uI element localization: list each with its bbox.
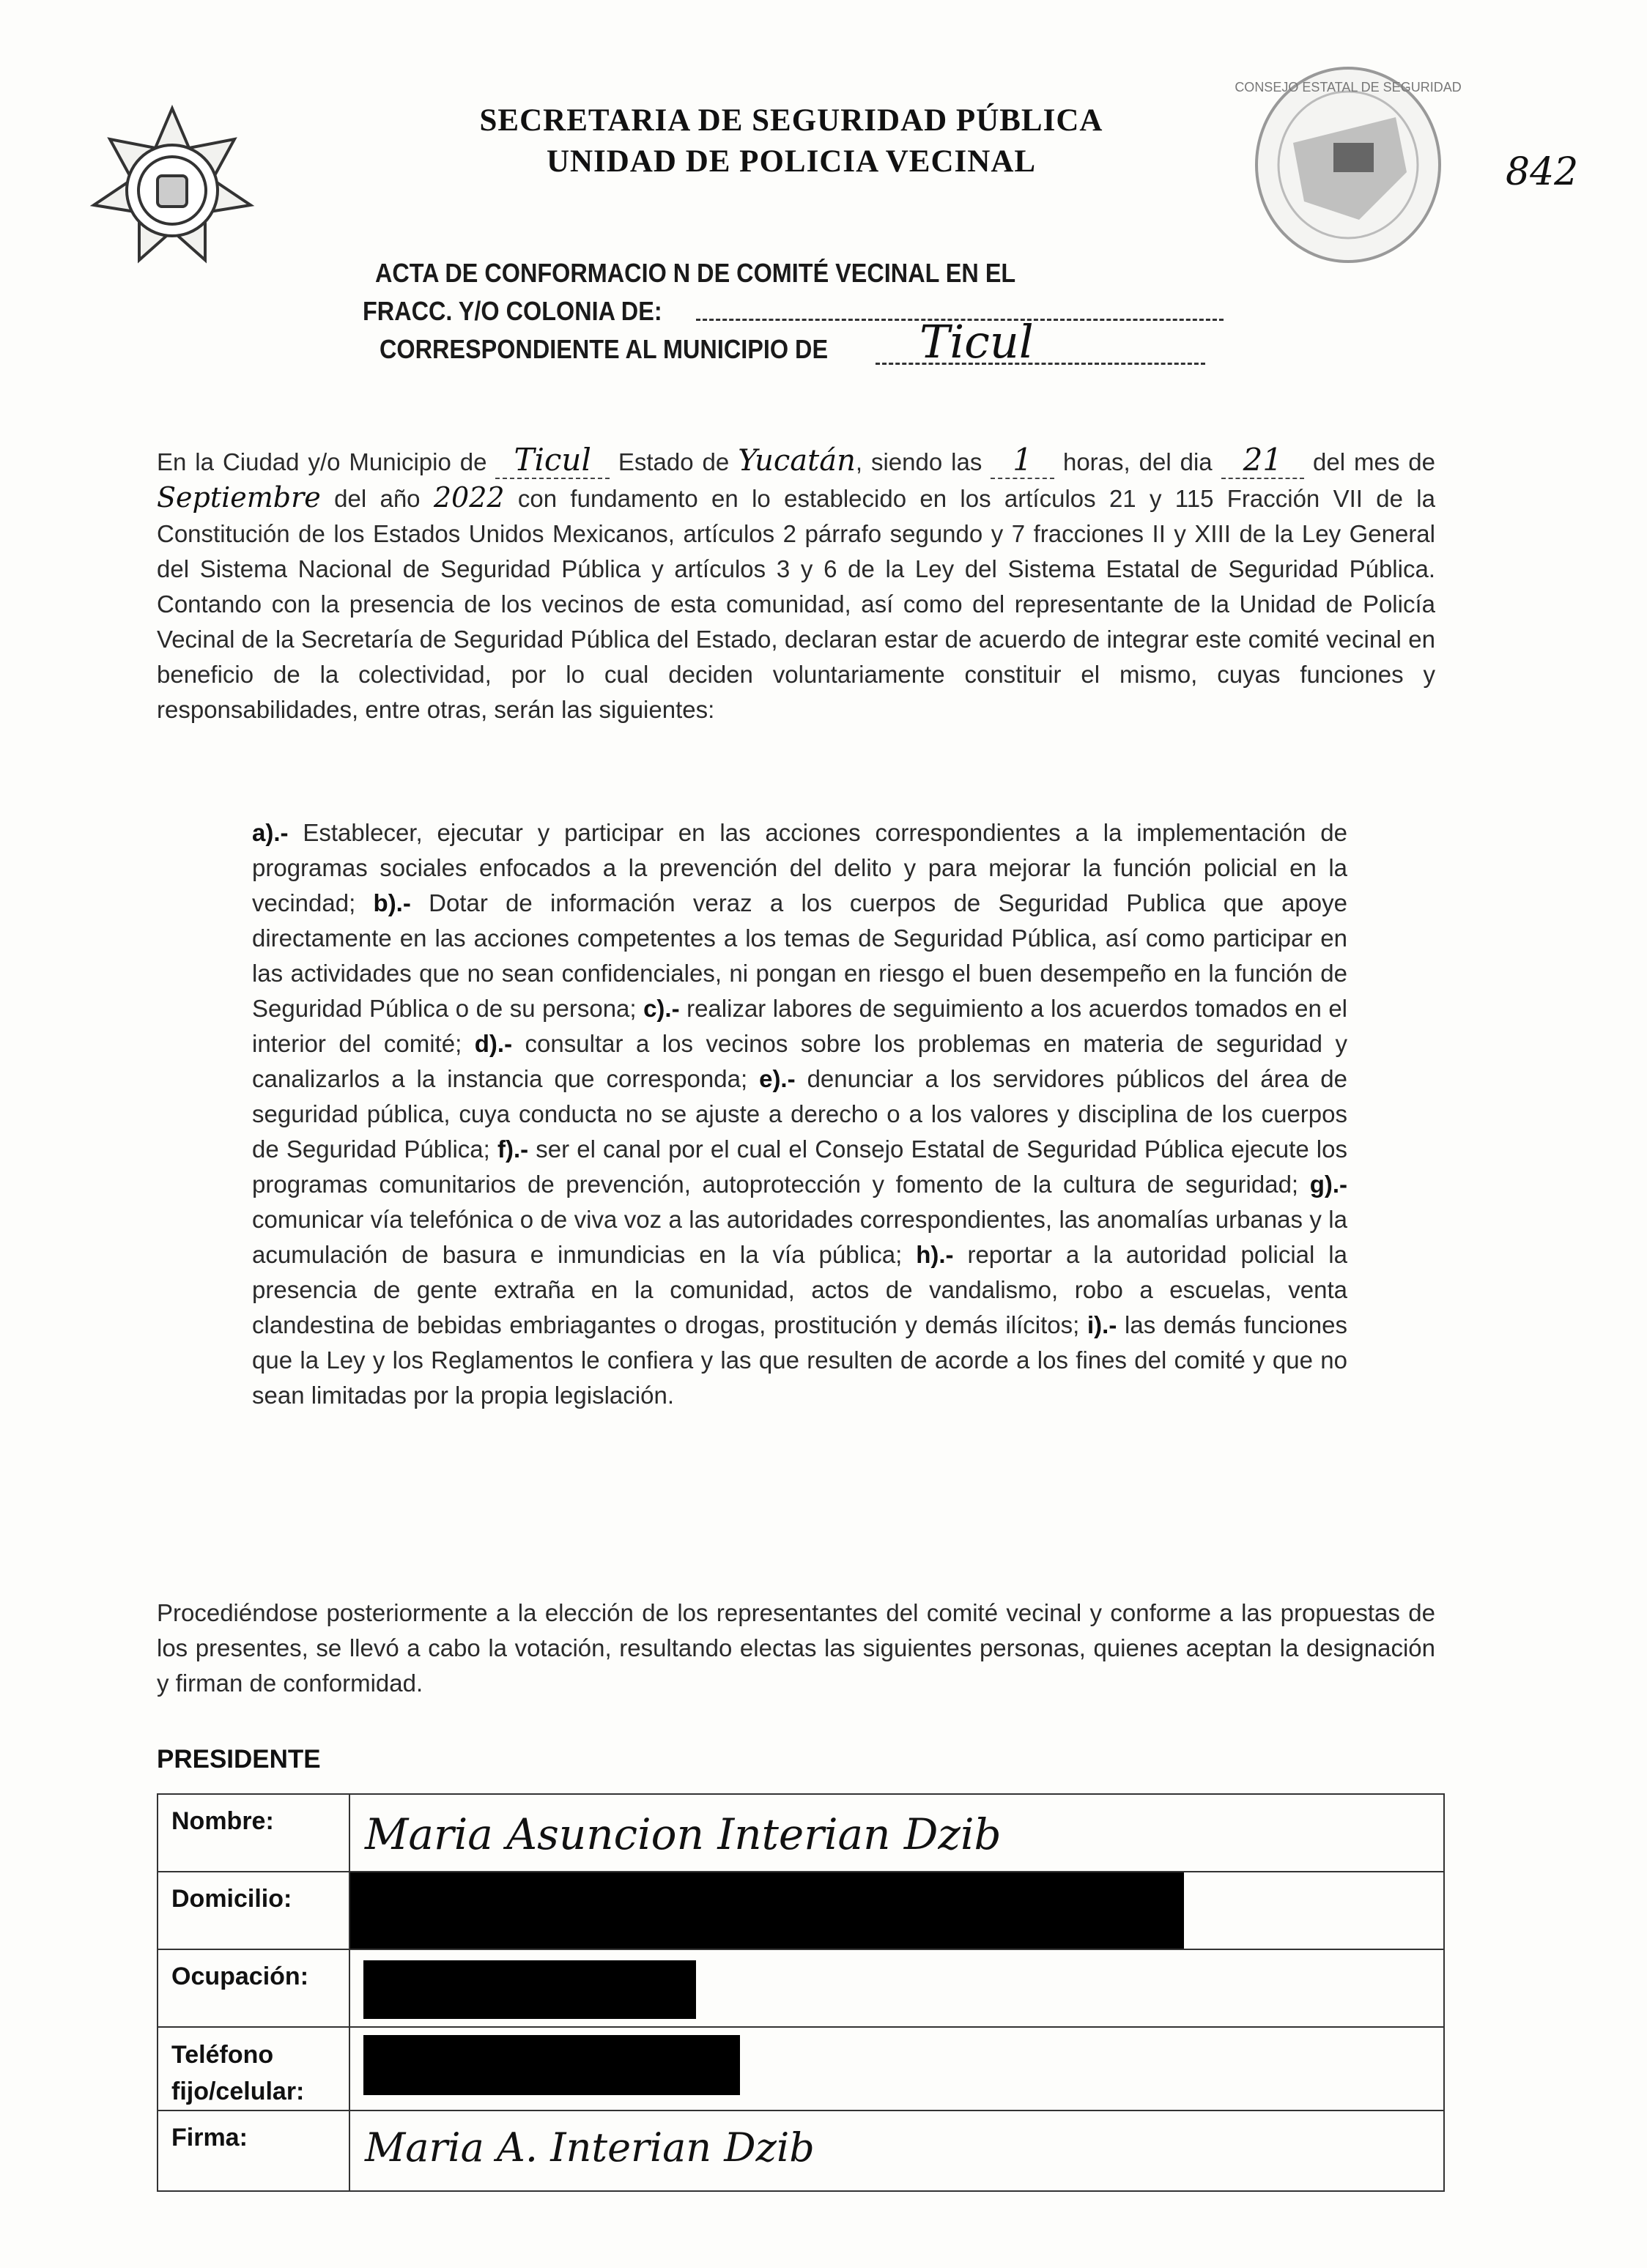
functions-list — [252, 815, 1347, 1413]
domicilio-label: Domicilio: — [158, 1872, 349, 1949]
item-f-text: ser el canal por el cual el Consejo Estatal de Seguridad Pública ejecute los programas comunitarios de prevención, autoprotección y fomento de la cultura de seguridad; — [252, 1135, 1347, 1198]
intro-hora-handwritten: 1 — [991, 442, 1054, 479]
intro-paragraph — [157, 442, 1435, 727]
ocupacion-cell — [349, 1949, 1444, 2027]
item-e-label: e).- — [759, 1065, 796, 1092]
intro-text-1: En la Ciudad y/o Municipio de — [157, 448, 487, 475]
row-firma — [158, 2110, 1444, 2191]
acta-heading-line2: FRACC. Y/O COLONIA DE: — [363, 296, 662, 326]
ocupacion-label: Ocupación: — [158, 1949, 349, 2027]
header-title-line1: SECRETARIA DE SEGURIDAD PÚBLICA — [479, 103, 1103, 138]
row-domicilio — [158, 1872, 1444, 1949]
item-c-label: c).- — [643, 995, 680, 1022]
presidente-section-title: PRESIDENTE — [157, 1745, 321, 1774]
row-telefono — [158, 2027, 1444, 2110]
firma-cell — [349, 2110, 1444, 2191]
telefono-label-line1: Teléfono — [171, 2041, 274, 2069]
item-h-text: reportar a la autoridad policial la presencia de gente extraña en la comunidad, actos de vandalismo, robo a escuelas, venta clandestina de bebidas embriagantes o drogas, prostitución y demás ilícitos; — [252, 1241, 1347, 1338]
item-b-text: Dotar de información veraz a los cuerpos de Seguridad Publica que apoye directamente en las acciones competentes a los temas de Seguridad Pública, así como participar en las actividades que no sean confidenciales, ni pongan en riesgo el buen desempeño en la función de Seguridad Pública o de su persona; — [252, 889, 1347, 1022]
acta-municipio-handwritten: Ticul — [919, 315, 1034, 368]
firma-label: Firma: — [158, 2110, 349, 2191]
row-ocupacion — [158, 1949, 1444, 2027]
nombre-label: Nombre: — [158, 1794, 349, 1872]
outro-paragraph: Procediéndose posteriormente a la elección de los representantes del comité vecinal y conforme a las propuestas de los presentes, se llevó a cabo la votación, resultando electas las siguientes personas, quienes aceptan la designación y firman de conformidad. — [157, 1599, 1435, 1697]
item-i-label: i).- — [1087, 1311, 1117, 1338]
header-title-line2: UNIDAD DE POLICIA VECINAL — [546, 144, 1037, 179]
intro-dia-handwritten: 21 — [1221, 442, 1304, 479]
official-seal — [1235, 62, 1462, 275]
page-number: 842 — [1506, 150, 1579, 194]
police-star-emblem — [88, 103, 256, 278]
item-e-text: denunciar a los servidores públicos del área de seguridad pública, cuya conducta no se ajuste a derecho o a los valores y disciplina de los cuerpos de Seguridad Pública; — [252, 1065, 1347, 1163]
intro-text-7: con fundamento en lo establecido en los artículos 21 y 115 Fracción VII de la Constitución de los Estados Unidos Mexicanos, artículos 2 párrafo segundo y 7 fracciones II y XIII de la Ley General del Sistema Nacional de Seguridad Pública y artículos 3 y 6 de la Ley del Sistema Estatal de Seguridad Pública. Contando con la presencia de los vecinos de esta comunidad, así como del representante de la Unidad de Policía Vecinal de la Secretaría de Seguridad Pública del Estado, declaran estar de acuerdo de integrar este comité vecinal en beneficio de la colectividad, por lo cual deciden voluntariamente constituir el mismo, cuyas funciones y responsabilidades, entre otras, serán las siguientes: — [157, 485, 1435, 723]
telefono-label-line2: fijo/celular: — [171, 2078, 305, 2105]
svg-text:CONSEJO ESTATAL DE SEGURIDAD: CONSEJO ESTATAL DE SEGURIDAD — [1235, 80, 1462, 94]
item-g-text: comunicar vía telefónica o de viva voz a las autoridades correspondientes, las anomalías urbanas y la acumulación de basura e inmundicias en la vía pública; — [252, 1206, 1347, 1268]
item-d-label: d).- — [474, 1030, 513, 1057]
nombre-handwritten: Maria Asuncion Interian Dzib — [365, 1809, 1002, 1859]
intro-municipio-handwritten: Ticul — [495, 442, 609, 479]
presidente-table — [157, 1793, 1445, 2192]
domicilio-redaction — [350, 1872, 1184, 1949]
domicilio-cell — [349, 1872, 1444, 1949]
row-nombre — [158, 1794, 1444, 1872]
item-b-label: b).- — [373, 889, 411, 916]
intro-text-3: , siendo las — [855, 448, 982, 475]
intro-estado-handwritten: Yucatán — [738, 444, 856, 478]
item-a-text: Establecer, ejecutar y participar en las acciones correspondientes a la implementación de programas sociales enfocados a la prevención del delito y para mejorar la función policial en la vecindad; — [252, 819, 1347, 916]
intro-text-6: del año — [334, 485, 421, 512]
item-f-label: f).- — [497, 1135, 529, 1163]
item-c-text: realizar labores de seguimiento a los acuerdos tomados en el interior del comité; — [252, 995, 1348, 1057]
firma-handwritten-signature: Maria A. Interian Dzib — [365, 2124, 815, 2171]
intro-text-4: horas, del dia — [1062, 448, 1213, 475]
nombre-cell — [349, 1794, 1444, 1872]
item-d-text: consultar a los vecinos sobre los problemas en materia de seguridad y canalizarlos a la instancia que corresponda; — [252, 1030, 1347, 1092]
ocupacion-redaction — [363, 1960, 696, 2019]
item-i-text: las demás funciones que la Ley y los Reglamentos le confiera y las que resulten de acorde a los fines del comité y que no sean limitadas por la propia legislación. — [252, 1311, 1347, 1409]
intro-text-2: Estado de — [618, 448, 730, 475]
intro-anio-handwritten: 2022 — [433, 481, 505, 514]
acta-heading-line3: CORRESPONDIENTE AL MUNICIPIO DE — [380, 334, 829, 364]
item-h-label: h).- — [916, 1241, 954, 1268]
item-a-label: a).- — [252, 819, 289, 846]
intro-text-5: del mes de — [1313, 448, 1435, 475]
telefono-cell — [349, 2027, 1444, 2110]
telefono-redaction — [363, 2035, 740, 2095]
telefono-label — [158, 2027, 349, 2110]
acta-heading-line1: ACTA DE CONFORMACIO N DE COMITÉ VECINAL EN EL — [375, 258, 1016, 288]
intro-mes-handwritten: Septiembre — [157, 481, 321, 514]
item-g-label: g).- — [1309, 1171, 1347, 1198]
